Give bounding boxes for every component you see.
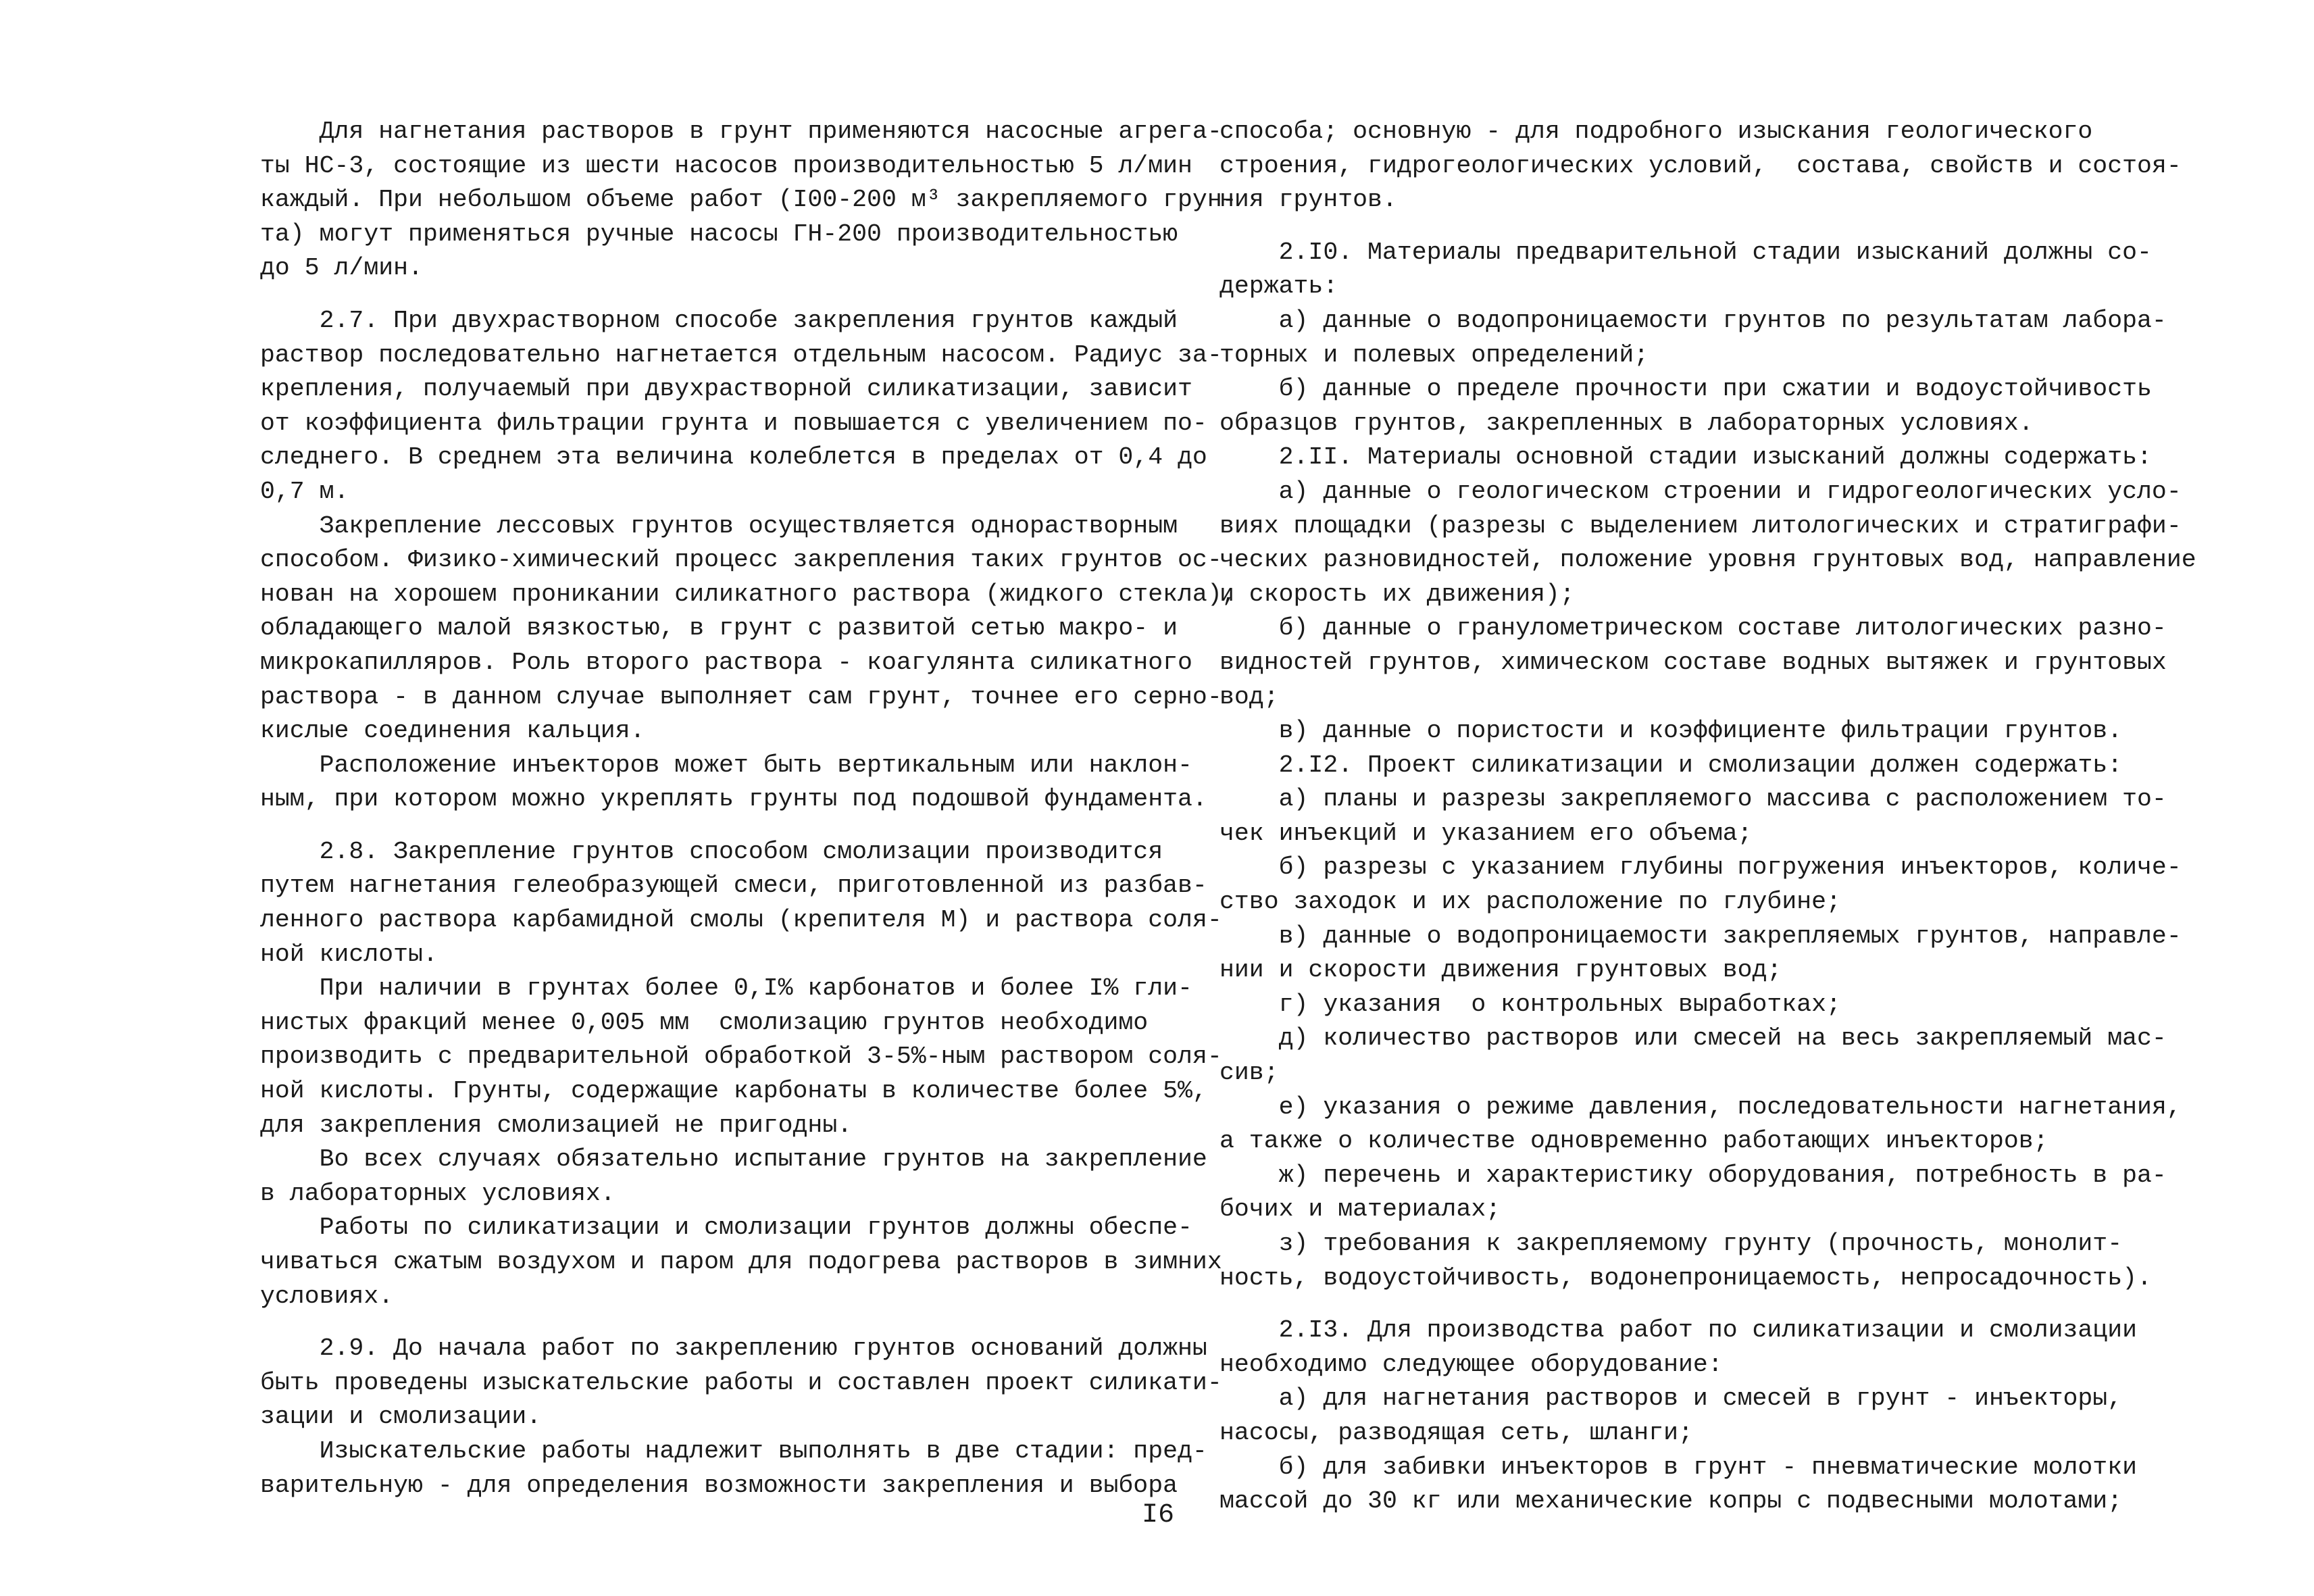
text-line: ной кислоты. Грунты, содержащие карбонаты в количестве более 5%, bbox=[260, 1077, 1207, 1105]
text-line: е) указания о режиме давления, последовательности нагнетания, bbox=[1219, 1093, 2182, 1121]
text-line: нован на хорошем проникании силикатного раствора (жидкого стекла), bbox=[260, 580, 1237, 608]
text-line: ты НС-3, состоящие из шести насосов производительностью 5 л/мин bbox=[260, 151, 1192, 180]
text-line: для закрепления смолизацией не пригодны. bbox=[260, 1111, 853, 1139]
text-line: Изыскательские работы надлежит выполнять в две стадии: пред- bbox=[260, 1437, 1207, 1465]
paragraph-gap bbox=[260, 286, 1135, 304]
text-line: массой до 30 кг или механические копры с подвесными молотами; bbox=[1219, 1487, 2123, 1516]
text-line: торных и полевых определений; bbox=[1219, 341, 1649, 369]
paragraph-gap bbox=[260, 1314, 1135, 1332]
text-line: нистых фракций менее 0,005 мм смолизацию грунтов необходимо bbox=[260, 1008, 1149, 1037]
text-line: насосы, разводящая сеть, шланги; bbox=[1219, 1418, 1693, 1447]
text-line: ж) перечень и характеристику оборудования, потребность в ра- bbox=[1219, 1161, 2167, 1189]
text-line: 2.II. Материалы основной стадии изысканий должны содержать: bbox=[1219, 443, 2152, 472]
text-line: быть проведены изыскательские работы и составлен проект силикати- bbox=[260, 1368, 1222, 1397]
paragraph-gap bbox=[260, 817, 1135, 835]
text-line: бочих и материалах; bbox=[1219, 1195, 1501, 1224]
paragraph-gap bbox=[1219, 218, 2094, 236]
text-line: микрокапилляров. Роль второго раствора - коагулянта силикатного bbox=[260, 648, 1192, 676]
text-line: каждый. При небольшом объеме работ (I00-200 м³ закрепляемого грун- bbox=[260, 186, 1237, 214]
text-line: ния грунтов. bbox=[1219, 186, 1397, 214]
left-column bbox=[260, 115, 1237, 1503]
text-line: Для нагнетания растворов в грунт применяются насосные агрега- bbox=[260, 118, 1222, 145]
text-line: кислые соединения кальция. bbox=[260, 717, 645, 745]
text-line: раствора - в данном случае выполняет сам грунт, точнее его серно- bbox=[260, 682, 1222, 711]
text-line: а) для нагнетания растворов и смесей в грунт - инъекторы, bbox=[1219, 1385, 2123, 1413]
text-line: 0,7 м. bbox=[260, 477, 349, 505]
text-line: При наличии в грунтах более 0,I% карбонатов и более I% гли- bbox=[260, 974, 1192, 1003]
text-line: до 5 л/мин. bbox=[260, 254, 423, 282]
text-line: сив; bbox=[1219, 1059, 1279, 1087]
text-line: раствор последовательно нагнетается отдельным насосом. Радиус за- bbox=[260, 341, 1222, 369]
text-line: ство заходок и их расположение по глубине; bbox=[1219, 888, 1841, 916]
text-line: образцов грунтов, закрепленных в лабораторных условиях. bbox=[1219, 409, 2034, 437]
text-line: а) данные о водопроницаемости грунтов по результатам лабора- bbox=[1219, 306, 2167, 334]
text-line: д) количество растворов или смесей на весь закрепляемый мас- bbox=[1219, 1024, 2167, 1053]
text-line: в) данные о пористости и коэффициенте фильтрации грунтов. bbox=[1219, 717, 2123, 745]
text-line: 2.9. До начала работ по закреплению грунтов оснований должны bbox=[260, 1335, 1207, 1363]
page-number: I6 bbox=[1142, 1500, 1175, 1530]
text-line: видностей грунтов, химическом составе водных вытяжек и грунтовых bbox=[1219, 648, 2167, 676]
text-line: б) данные о гранулометрическом составе литологических разно- bbox=[1219, 614, 2167, 643]
text-line: ческих разновидностей, положение уровня грунтовых вод, направление bbox=[1219, 546, 2196, 574]
text-line: нии и скорости движения грунтовых вод; bbox=[1219, 956, 1782, 984]
text-line: ленного раствора карбамидной смолы (крепителя М) и раствора соля- bbox=[260, 906, 1222, 934]
text-line: чек инъекций и указанием его объема; bbox=[1219, 819, 1753, 847]
text-line: производить с предварительной обработкой 3-5%-ным раствором соля- bbox=[260, 1043, 1222, 1071]
text-line: в) данные о водопроницаемости закрепляемых грунтов, направле- bbox=[1219, 922, 2182, 950]
text-line: обладающего малой вязкостью, в грунт с развитой сетью макро- и bbox=[260, 614, 1178, 643]
text-line: от коэффициента фильтрации грунта и повышается с увеличением по- bbox=[260, 409, 1207, 437]
text-line: 2.7. При двухрастворном способе закрепления грунтов каждый bbox=[260, 306, 1178, 334]
text-line: следнего. В среднем эта величина колеблется в пределах от 0,4 до bbox=[260, 443, 1207, 472]
text-line: необходимо следующее оборудование: bbox=[1219, 1350, 1723, 1378]
text-line: Работы по силикатизации и смолизации грунтов должны обеспе- bbox=[260, 1214, 1192, 1242]
text-line: ным, при котором можно укреплять грунты под подошвой фундамента. bbox=[260, 785, 1207, 814]
text-line: ной кислоты. bbox=[260, 940, 438, 968]
paragraph-gap bbox=[1219, 1295, 2094, 1314]
text-line: чиваться сжатым воздухом и паром для подогрева растворов в зимних bbox=[260, 1248, 1222, 1276]
text-line: 2.I0. Материалы предварительной стадии изысканий должны со- bbox=[1219, 238, 2152, 266]
text-line: б) разрезы с указанием глубины погружения инъекторов, количе- bbox=[1219, 853, 2182, 882]
text-line: виях площадки (разрезы с выделением литологических и стратиграфи- bbox=[1219, 512, 2182, 540]
text-line: Во всех случаях обязательно испытание грунтов на закрепление bbox=[260, 1145, 1207, 1174]
text-line: 2.I2. Проект силикатизации и смолизации должен содержать: bbox=[1219, 751, 2123, 779]
text-line: 2.I3. Для производства работ по силикатизации и смолизации bbox=[1219, 1316, 2138, 1345]
text-line: путем нагнетания гелеобразующей смеси, приготовленной из разбав- bbox=[260, 872, 1207, 900]
text-line: ность, водоустойчивость, водонепроницаемость, непросадочность). bbox=[1219, 1264, 2152, 1292]
text-line: способа; основную - для подробного изыскания геологического bbox=[1219, 118, 2093, 145]
text-line: держать: bbox=[1219, 272, 1338, 301]
text-line: та) могут применяться ручные насосы ГН-200 производительностью bbox=[260, 220, 1178, 248]
text-line: 2.8. Закрепление грунтов способом смолизации производится bbox=[260, 837, 1163, 866]
text-line: зации и смолизации. bbox=[260, 1403, 542, 1431]
right-column bbox=[1219, 115, 2196, 1519]
text-line: в лабораторных условиях. bbox=[260, 1179, 615, 1207]
text-line: крепления, получаемый при двухрастворной силикатизации, зависит bbox=[260, 375, 1192, 403]
text-line: б) для забивки инъекторов в грунт - пневматические молотки bbox=[1219, 1453, 2138, 1481]
text-line: способом. Физико-химический процесс закрепления таких грунтов ос- bbox=[260, 546, 1222, 574]
text-line: Закрепление лессовых грунтов осуществляется однорастворным bbox=[260, 512, 1178, 540]
text-line: и скорость их движения); bbox=[1219, 580, 1575, 608]
text-line: варительную - для определения возможности закрепления и выбора bbox=[260, 1471, 1178, 1499]
text-line: строения, гидрогеологических условий, состава, свойств и состоя- bbox=[1219, 151, 2182, 180]
text-line: г) указания о контрольных выработках; bbox=[1219, 990, 1841, 1018]
text-line: б) данные о пределе прочности при сжатии и водоустойчивость bbox=[1219, 375, 2152, 403]
text-line: а) данные о геологическом строении и гидрогеологических усло- bbox=[1219, 477, 2182, 505]
text-line: з) требования к закрепляемому грунту (прочность, монолит- bbox=[1219, 1230, 2123, 1257]
text-line: вод; bbox=[1219, 682, 1279, 711]
text-line: а также о количестве одновременно работающих инъекторов; bbox=[1219, 1127, 2048, 1155]
text-line: Расположение инъекторов может быть вертикальным или наклон- bbox=[260, 751, 1192, 779]
text-line: а) планы и разрезы закрепляемого массива с расположением то- bbox=[1219, 785, 2167, 814]
text-line: условиях. bbox=[260, 1282, 394, 1310]
